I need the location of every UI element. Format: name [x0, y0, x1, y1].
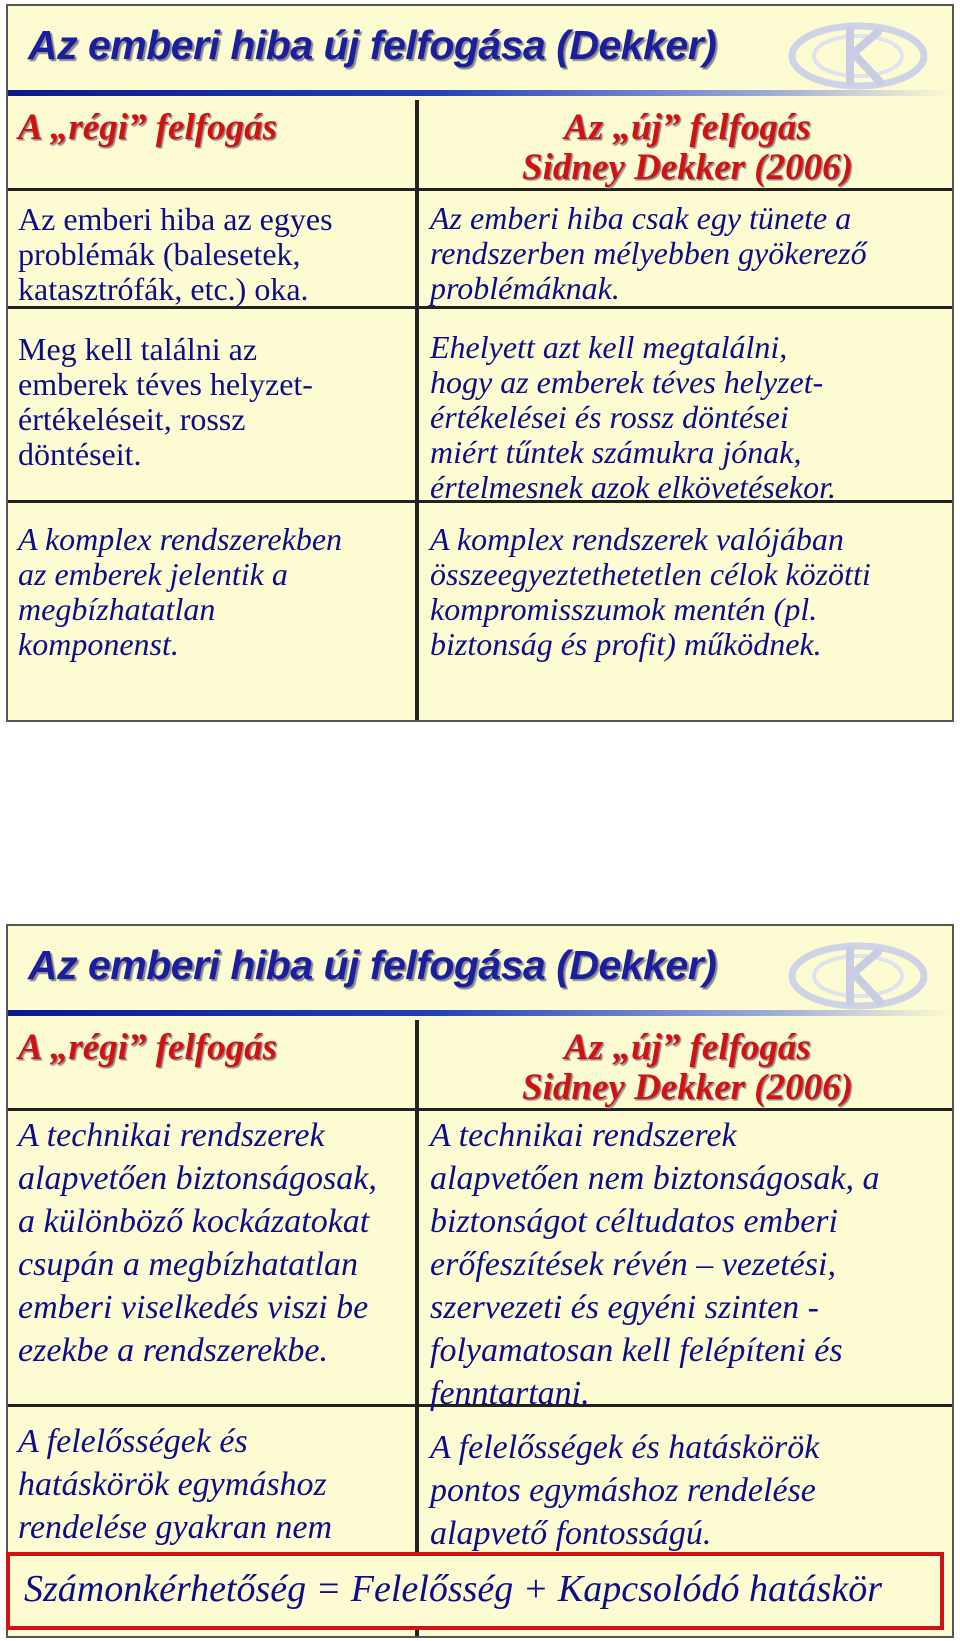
- new-view-text: Ehelyett azt kell megtalálni, hogy az emberek téves helyzet- értékelései és rossz döntései miért tűntek számukra jónak, értelmesnek azok elkövetésekor.: [430, 329, 837, 505]
- slide-title: Az emberi hiba új felfogása (Dekker): [28, 942, 717, 988]
- new-view-text: A komplex rendszerek valójában összeegyeztethetetlen célok közötti kompromisszumok mentén (pl. biztonság és profit) működnek.: [430, 521, 871, 662]
- header-divider: [8, 188, 952, 191]
- new-view-author: Sidney Dekker (2006): [522, 147, 853, 188]
- title-underline: [8, 1010, 952, 1016]
- old-view-text: A technikai rendszerek alapvetően biztonságosak, a különböző kockázatokat csupán a megbízhatatlan emberi viselkedés viszi be ezekbe a rendszerekbe.: [18, 1117, 377, 1369]
- slide-1: [6, 4, 954, 722]
- column-divider: [415, 1020, 419, 1638]
- title-underline: [8, 90, 952, 96]
- new-view-text: A felelősségek és hatáskörök pontos egymáshoz rendelése alapvető fontosságú.: [430, 1429, 820, 1552]
- old-view-text: Az emberi hiba az egyes problémák (balesetek, katasztrófák, etc.) oka.: [18, 201, 333, 307]
- old-view-header: A „régi” felfogás: [18, 107, 277, 148]
- old-view-header: A „régi” felfogás: [18, 1027, 277, 1068]
- old-view-text: Meg kell találni az emberek téves helyzet- értékeléseit, rossz döntéseit.: [18, 331, 313, 472]
- old-view-text: A felelősségek és hatáskörök egymáshoz rendelése gyakran nem: [18, 1423, 333, 1546]
- slide-title: Az emberi hiba új felfogása (Dekker): [28, 22, 717, 68]
- logo-swirl-icon: [780, 16, 930, 96]
- header-divider: [8, 1108, 952, 1111]
- new-view-header: [419, 1028, 954, 1108]
- logo-swirl-icon: [780, 936, 930, 1016]
- accountability-formula: Számonkérhetőség = Felelősség + Kapcsolódó hatáskör: [6, 1552, 944, 1630]
- old-view-text: A komplex rendszerekben az emberek jelentik a megbízhatatlan komponenst.: [18, 521, 343, 662]
- new-view-title: Az „új” felfogás: [564, 107, 811, 148]
- new-view-author: Sidney Dekker (2006): [522, 1067, 853, 1108]
- new-view-header: [419, 108, 954, 188]
- slide-2: [6, 924, 954, 1638]
- column-divider: [415, 100, 419, 720]
- new-view-text: Az emberi hiba csak egy tünete a rendszerben mélyebben gyökerező problémáknak.: [430, 200, 867, 306]
- new-view-text: A technikai rendszerek alapvetően nem biztonságosak, a biztonságot céltudatos emberi erőfeszítések révén – vezetési, szervezeti és egyéni szinten - folyamatosan kell felépíteni és fenntartani.: [430, 1117, 880, 1412]
- new-view-title: Az „új” felfogás: [564, 1027, 811, 1068]
